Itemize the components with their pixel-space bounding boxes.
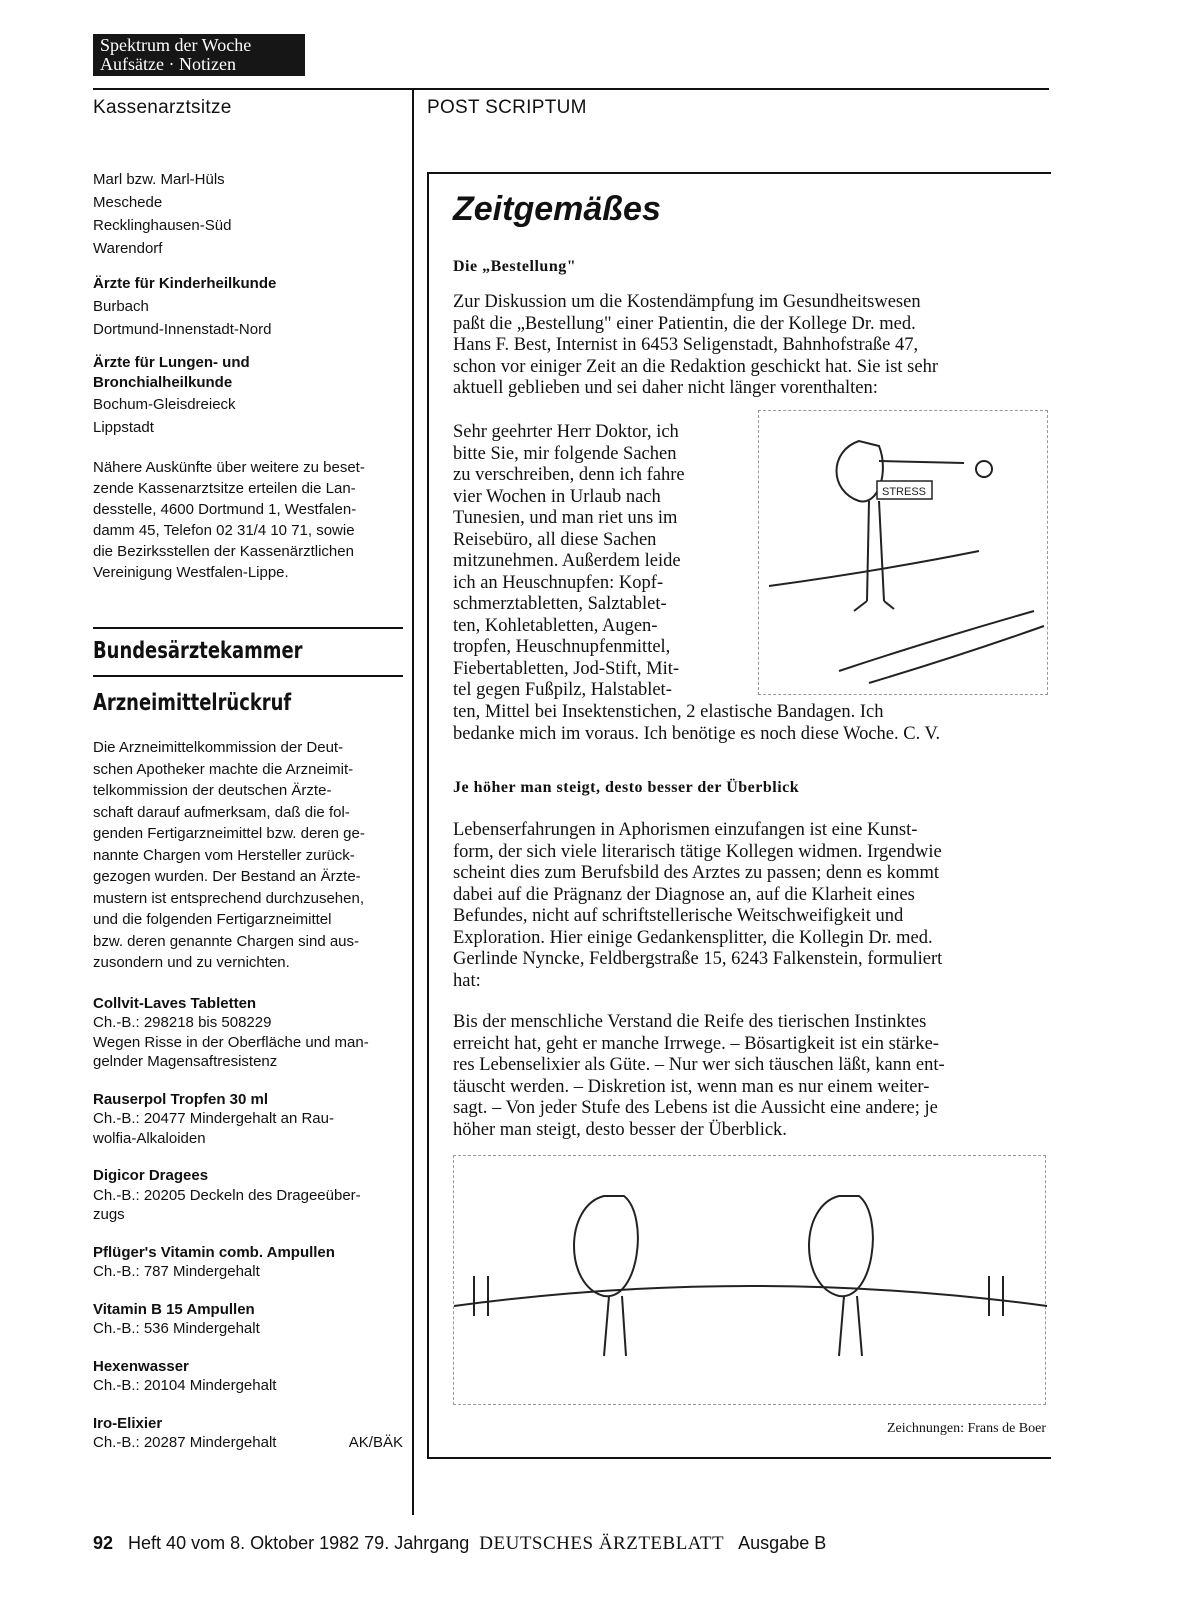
drug-detail: Wegen Risse in der Oberfläche und man- (93, 1033, 369, 1051)
text-line: Sehr geehrter Herr Doktor, ich (453, 422, 679, 442)
aphorism-intro (453, 820, 1046, 992)
info-paragraph (93, 457, 403, 583)
text-line: höher man steigt, desto besser der Überblick. (453, 1119, 787, 1140)
cartoon-overview-illustration (453, 1155, 1046, 1405)
drug-entry (93, 1357, 403, 1396)
journal-name: DEUTSCHES ÄRZTEBLATT (479, 1533, 725, 1554)
text-line: hat: (453, 970, 481, 991)
left-column (93, 168, 403, 1453)
lungen-heading-2: Bronchialheilkunde (93, 374, 233, 391)
info-line: Nähere Auskünfte über weitere zu beset- (93, 459, 365, 476)
drug-name: Pflüger's Vitamin comb. Ampullen (93, 1243, 335, 1261)
recall-line: zusondern und zu vernichten. (93, 954, 290, 971)
letter-paragraph (453, 422, 736, 702)
text-line: Tunesien, und man riet uns im (453, 508, 678, 528)
drug-name: Hexenwasser (93, 1357, 189, 1375)
text-line: Reisebüro, all diese Sachen (453, 529, 657, 550)
rule (93, 627, 403, 629)
lungen-heading-1: Ärzte für Lungen- und (93, 354, 250, 371)
text-line: form, der sich viele literarisch tätige Kollegen widmen. Irgendwie (453, 841, 942, 862)
text-line: ten, Kohletabletten, Augen- (453, 615, 658, 636)
cartoon-stress-illustration (758, 410, 1048, 695)
info-line: damm 45, Telefon 02 31/4 10 71, sowie (93, 522, 355, 539)
text-line: scheint dies zum Berufsbild des Arztes zu passen; denn es kommt (453, 863, 940, 883)
text-line: dabei auf die Prägnanz der Diagnose an, auf die Klarheit eines (453, 884, 915, 905)
info-line: desstelle, 4600 Dortmund 1, Westfalen- (93, 501, 357, 518)
recall-line: gezogen wurden. Der Bestand an Ärzte- (93, 868, 361, 885)
rule (93, 675, 403, 677)
masthead (93, 34, 305, 76)
drug-entry (93, 994, 403, 1072)
subheading-bestellung: Die „Bestellung" (453, 258, 577, 275)
drug-detail: Ch.-B.: 298218 bis 508229 (93, 1014, 272, 1031)
edition: Ausgabe B (738, 1533, 827, 1553)
text-line: Gerlinde Nyncke, Feldbergstraße 15, 6243 Falkenstein, formuliert (453, 949, 943, 969)
text-line: Zur Diskussion um die Kostendämpfung im Gesundheitswesen (453, 292, 921, 312)
subheading-ueberblick: Je höher man steigt, desto besser der Überblick (453, 779, 800, 796)
drug-entry (93, 1243, 403, 1282)
recall-heading: Arzneimittelrückruf (93, 690, 292, 716)
intro-paragraph (453, 292, 1046, 400)
text-line: schon vor einiger Zeit an die Redaktion geschickt hat. Sie ist sehr (453, 356, 938, 377)
top-rule (93, 88, 1049, 90)
text-line: Exploration. Hier einige Gedankensplitter, die Kollegin Dr. med. (453, 927, 933, 948)
aphorisms (453, 1012, 1046, 1141)
masthead-line-1: Spektrum der Woche (100, 35, 252, 55)
drug-name: Iro-Elixier (93, 1414, 163, 1432)
text-line: Fiebertabletten, Jod-Stift, Mit- (453, 658, 680, 679)
text-line: erreicht hat, geht er manche Irrwege. – Bösartigkeit ist ein stärke- (453, 1033, 939, 1054)
text-line: zu verschreiben, denn ich fahre (453, 465, 685, 485)
recall-line: Die Arzneimittelkommission der Deut- (93, 739, 344, 756)
drug-detail: wolfia-Alkaloiden (93, 1129, 206, 1147)
issue-info: Heft 40 vom 8. Oktober 1982 79. Jahrgang (128, 1533, 470, 1553)
stress-sign-text: STRESS (881, 486, 927, 498)
right-section-label: POST SCRIPTUM (427, 97, 587, 118)
text-line: ich an Heuschnupfen: Kopf- (453, 572, 664, 593)
recall-line: nannte Chargen vom Hersteller zurück- (93, 846, 355, 864)
drug-detail: Ch.-B.: 20104 Mindergehalt (93, 1377, 277, 1394)
text-line: ten, Mittel bei Insektenstichen, 2 elastische Bandagen. Ich (453, 702, 884, 722)
cartoon-stress-drawing (759, 411, 1049, 696)
text-line: aktuell geblieben und sei daher nicht länger vorenthalten: (453, 378, 878, 398)
text-line: bitte Sie, mir folgende Sachen (453, 443, 677, 464)
recall-line: schen Apotheker machte die Arzneimit- (93, 760, 354, 778)
drug-detail: Ch.-B.: 536 Mindergehalt (93, 1320, 260, 1337)
recall-line: schaft darauf aufmerksam, daß die fol- (93, 803, 350, 821)
place: Marl bzw. Marl-Hüls (93, 171, 225, 188)
drug-detail: Ch.-B.: 20477 Mindergehalt an Rau- (93, 1110, 334, 1127)
left-section-label: Kassenarztsitze (93, 97, 232, 118)
info-line: zende Kassenarztsitze erteilen die Lan- (93, 480, 356, 497)
place: Warendorf (93, 240, 163, 257)
bundes-heading: Bundesärztekammer (93, 638, 303, 664)
column-divider (412, 88, 414, 1515)
text-line: mitzunehmen. Außerdem leide (453, 551, 681, 571)
page-number: 92 (93, 1533, 114, 1553)
masthead-line-2: Aufsätze · Notizen (100, 54, 236, 74)
drug-detail: Ch.-B.: 20205 Deckeln des Drageeüber- (93, 1186, 361, 1204)
drug-name: Rauserpol Tropfen 30 ml (93, 1090, 269, 1108)
recall-line: bzw. deren genannte Chargen sind aus- (93, 932, 360, 950)
place: Lippstadt (93, 419, 154, 436)
text-line: res Lebenselixier als Güte. – Nur wer sich täuschen läßt, kann ent- (453, 1055, 945, 1075)
recall-line: und die folgenden Fertigarzneimittel (93, 911, 332, 928)
text-line: paßt die „Bestellung" einer Patientin, die der Kollege Dr. med. (453, 313, 916, 334)
text-line: bedanke mich im voraus. Ich benötige es noch diese Woche. C. V. (453, 723, 941, 744)
drug-name: Collvit-Laves Tabletten (93, 994, 257, 1012)
text-line: schmerztabletten, Salztablet- (453, 594, 667, 614)
drug-entry (93, 1090, 403, 1149)
info-line: die Bezirksstellen der Kassenärztlichen (93, 543, 354, 560)
text-line: tropfen, Heuschnupfenmittel, (453, 637, 671, 657)
drug-name: Digicor Dragees (93, 1167, 209, 1184)
drug-name: Vitamin B 15 Ampullen (93, 1300, 255, 1318)
text-line: vier Wochen in Urlaub nach (453, 486, 661, 507)
text-line: Befundes, nicht auf schriftstellerische Weitschweifigkeit und (453, 906, 904, 926)
recall-line: telkommission der deutschen Ärzte- (93, 782, 332, 799)
drug-entry (93, 1166, 403, 1225)
text-line: tel gegen Fußpilz, Halstablet- (453, 680, 672, 700)
text-line: sagt. – Von jeder Stufe des Lebens ist die Aussicht eine andere; je (453, 1098, 938, 1118)
text-line: Hans F. Best, Internist in 6453 Seligenstadt, Bahnhofstraße 47, (453, 335, 919, 355)
recall-line: genden Fertigarzneimittel bzw. deren ge- (93, 825, 365, 842)
recall-line: mustern ist entsprechend durchzusehen, (93, 889, 364, 907)
drug-detail: gelnder Magensaftresistenz (93, 1053, 278, 1070)
recall-paragraph (93, 737, 403, 974)
kinder-heading: Ärzte für Kinderheilkunde (93, 275, 277, 292)
letter-end (453, 702, 1046, 745)
drug-entry (93, 1300, 403, 1339)
article-title: Zeitgemäßes (453, 190, 661, 228)
place: Meschede (93, 194, 163, 211)
drug-detail: zugs (93, 1206, 125, 1223)
drug-detail: Ch.-B.: 20287 Mindergehalt (93, 1434, 277, 1451)
place: Recklinghausen-Süd (93, 217, 232, 234)
place: Bochum-Gleisdreieck (93, 396, 236, 413)
place: Burbach (93, 298, 149, 315)
drug-entry (93, 1414, 403, 1453)
page-footer (93, 1533, 826, 1555)
cartoon-overview-drawing (454, 1156, 1047, 1406)
text-line: täuscht werden. – Diskretion ist, wenn man es nur einem weiter- (453, 1076, 930, 1097)
signature: AK/BÄK (348, 1434, 403, 1451)
place: Dortmund-Innenstadt-Nord (93, 321, 272, 338)
illustration-credit: Zeichnungen: Frans de Boer (886, 1421, 1046, 1436)
text-line: Bis der menschliche Verstand die Reife des tierischen Instinktes (453, 1012, 927, 1032)
drug-detail: Ch.-B.: 787 Mindergehalt (93, 1263, 260, 1280)
text-line: Lebenserfahrungen in Aphorismen einzufangen ist eine Kunst- (453, 820, 918, 840)
info-line: Vereinigung Westfalen-Lippe. (93, 564, 289, 581)
